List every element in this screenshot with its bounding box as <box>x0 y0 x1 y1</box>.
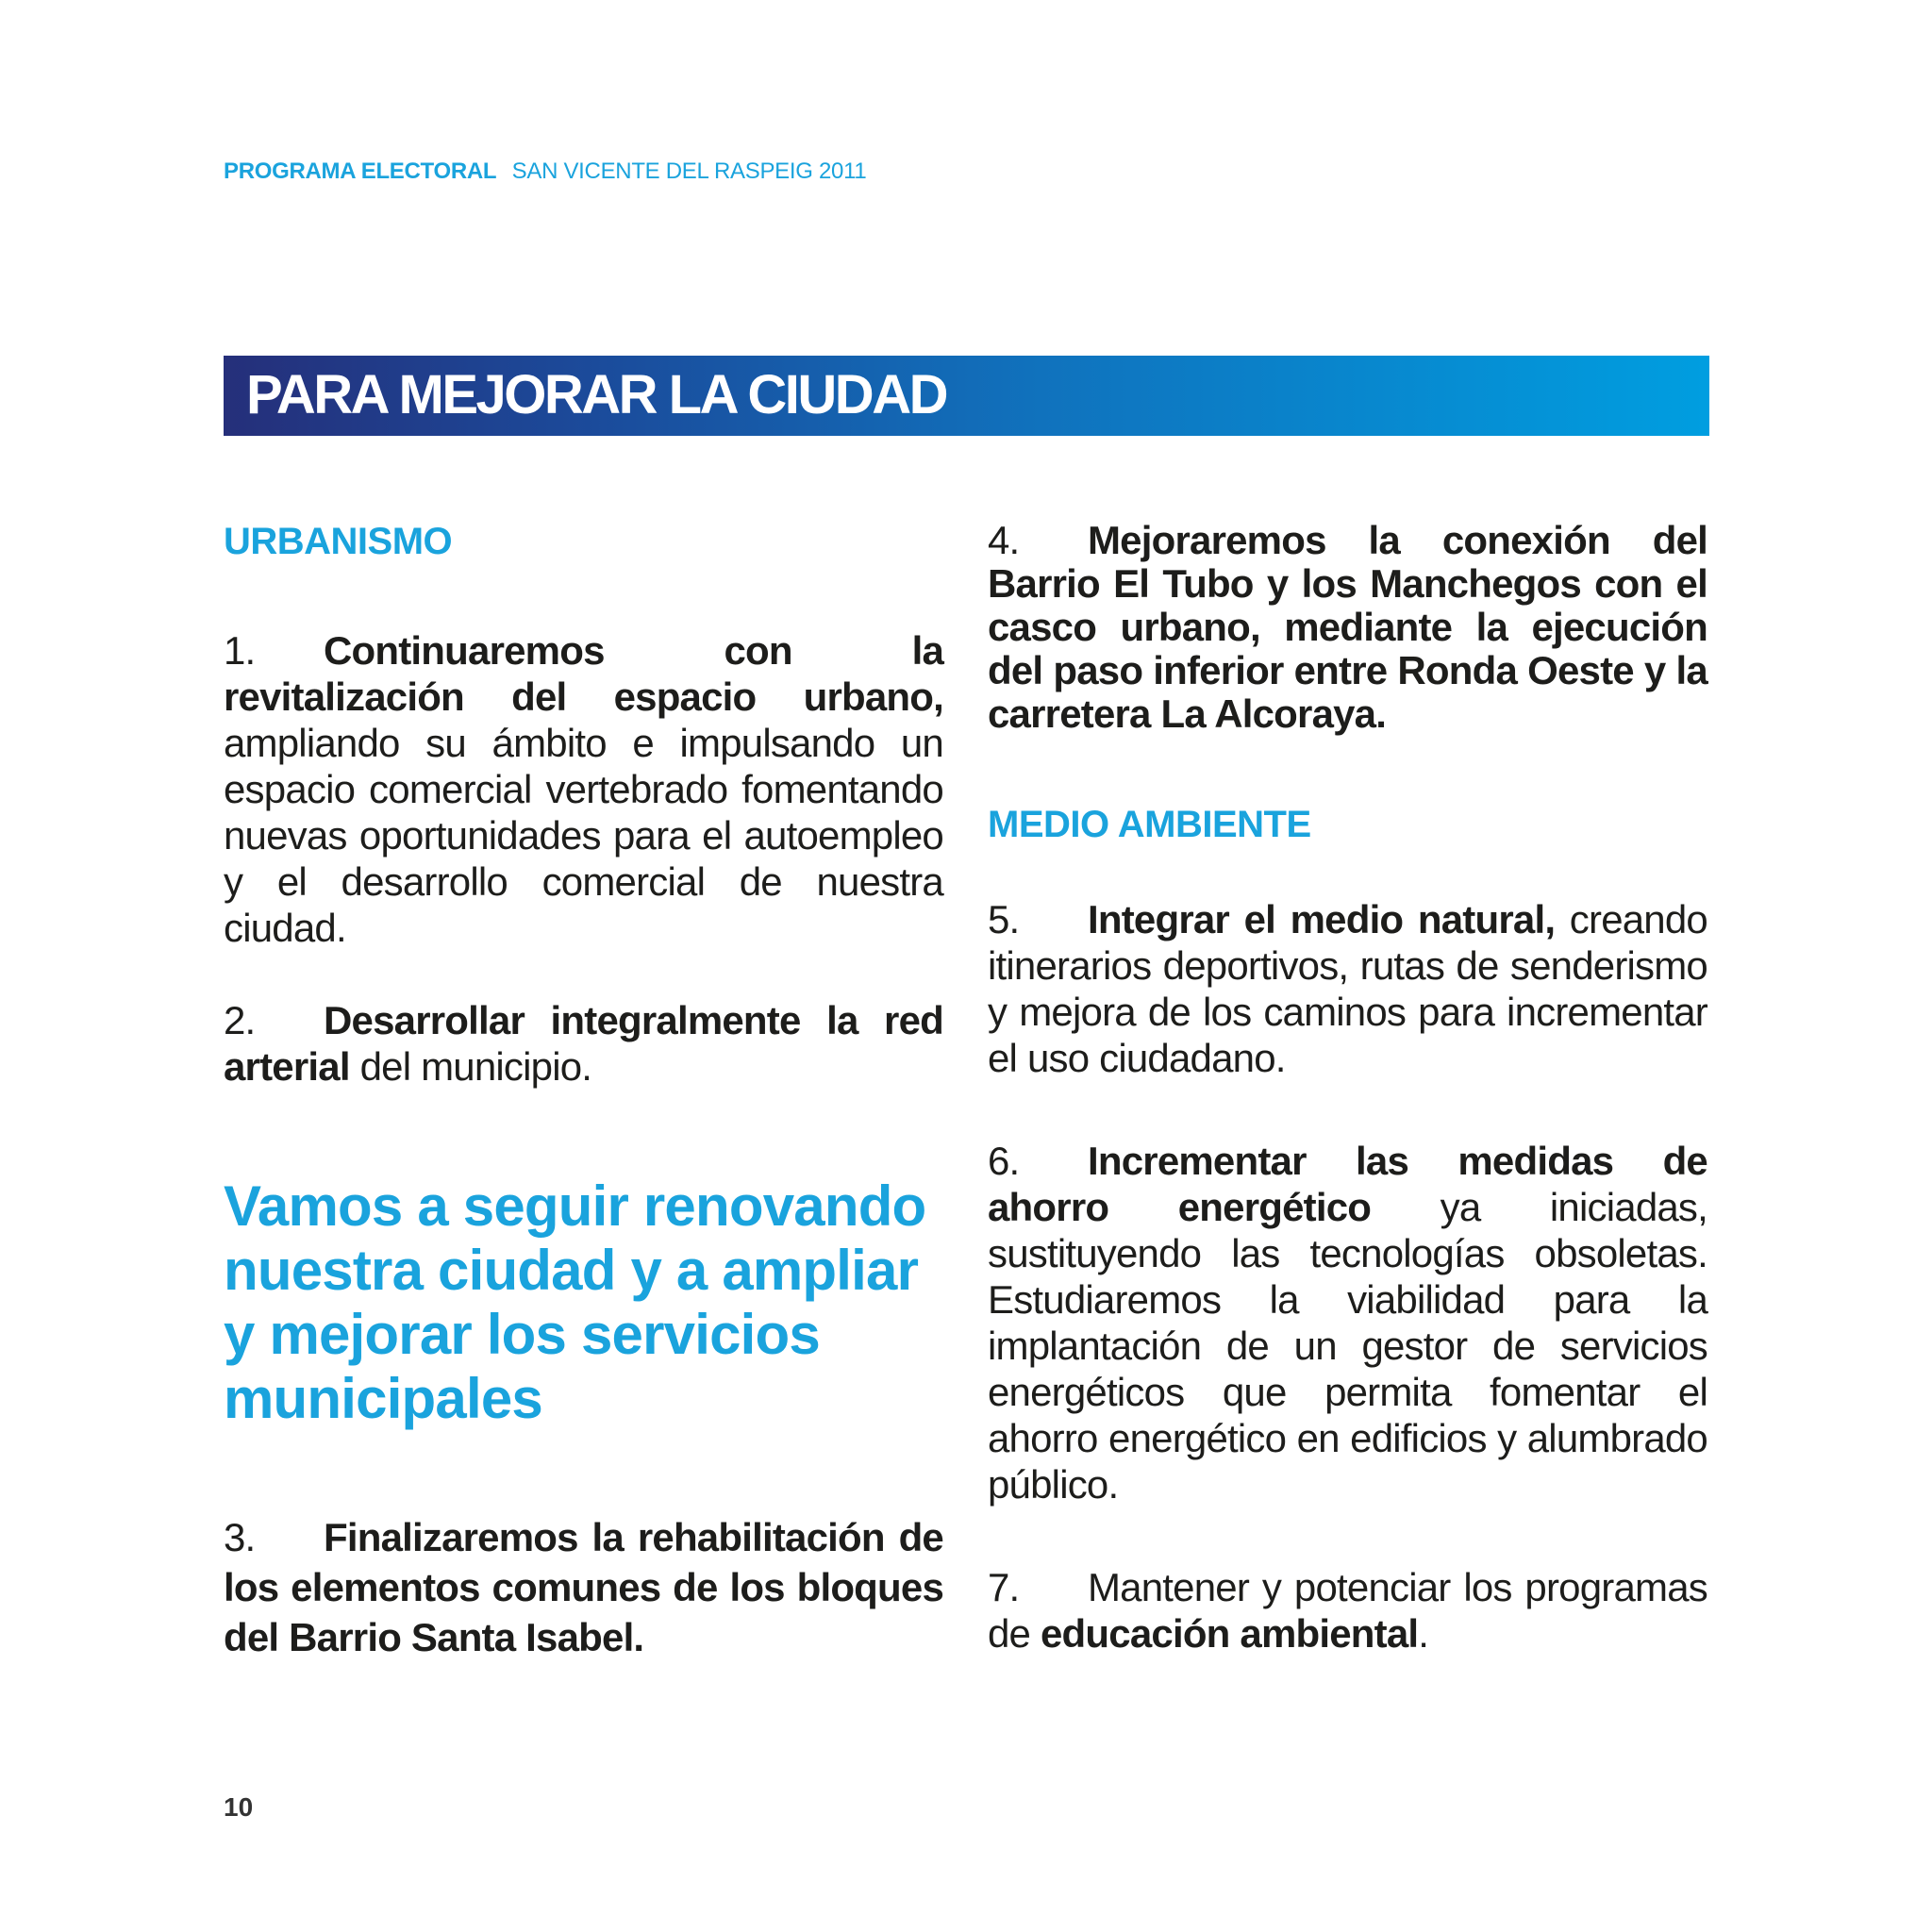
proposal-number: 1. <box>224 628 256 673</box>
page-number: 10 <box>224 1792 254 1822</box>
title-banner <box>224 356 1709 436</box>
proposal-bold-text: Integrar el medio natural, <box>1088 897 1556 941</box>
proposal-number: 7. <box>988 1565 1020 1609</box>
section-heading-medio-ambiente: MEDIO AMBIENTE <box>988 804 1311 845</box>
proposal-bold-text: Desarrollar integralmente la red arterial <box>224 998 943 1089</box>
proposal-1 <box>224 627 943 951</box>
proposal-number: 6. <box>988 1139 1020 1183</box>
proposal-number: 5. <box>988 897 1020 941</box>
proposal-text-end: . <box>1418 1611 1429 1656</box>
proposal-text: Mantener y potenciar los programas de <box>988 1565 1707 1656</box>
proposal-text: ampliando su ámbito e impulsando un espacio comercial vertebrado fomentando nuevas oportunidades para el autoempleo y el desarrollo comercial de nuestra ciudad. <box>224 721 943 950</box>
proposal-number: 2. <box>224 998 256 1042</box>
proposal-number: 3. <box>224 1515 256 1559</box>
right-column <box>988 519 1707 1657</box>
highlight-quote: Vamos a seguir renovando nuestra ciudad y a ampliar y mejorar los servicios municipales <box>224 1174 926 1430</box>
running-header-program: PROGRAMA ELECTORAL <box>224 158 497 184</box>
proposal-bold-text: educación ambiental <box>1041 1611 1419 1656</box>
proposal-6 <box>988 1138 1707 1507</box>
proposal-text: creando itinerarios deportivos, rutas de senderismo y mejora de los caminos para incrementar el uso ciudadano. <box>988 897 1707 1080</box>
proposal-number: 4. <box>988 518 1020 562</box>
proposal-5 <box>988 896 1707 1081</box>
proposal-text: del municipio. <box>349 1044 592 1089</box>
proposal-bold-text: Continuaremos con la revitalización del espacio urbano, <box>224 628 943 719</box>
section-heading-urbanismo: URBANISMO <box>224 521 453 562</box>
proposal-3 <box>224 1512 943 1662</box>
proposal-bold-text: Incrementar las medidas de ahorro energético <box>988 1139 1707 1229</box>
page-title: PARA MEJORAR LA CIUDAD <box>246 364 946 425</box>
proposal-4 <box>988 519 1707 736</box>
proposal-7 <box>988 1564 1707 1657</box>
proposal-bold-text: Finalizaremos la rehabilitación de los elementos comunes de los bloques del Barrio Santa Isabel. <box>224 1515 943 1659</box>
proposal-text: ya iniciadas, sustituyendo las tecnologías obsoletas. Estudiaremos la viabilidad para la implantación de un gestor de servicios energéticos que permita fomentar el ahorro energético en edificios y alumbrado público. <box>988 1185 1707 1507</box>
running-header <box>224 158 866 185</box>
proposal-bold-text: Mejoraremos la conexión del Barrio El Tubo y los Manchegos con el casco urbano, mediante la ejecución del paso inferior entre Ronda Oeste y la carretera La Alcoraya. <box>988 518 1707 736</box>
left-column <box>224 519 943 1662</box>
proposal-2 <box>224 997 943 1090</box>
running-header-location: SAN VICENTE DEL RASPEIG 2011 <box>511 158 867 184</box>
